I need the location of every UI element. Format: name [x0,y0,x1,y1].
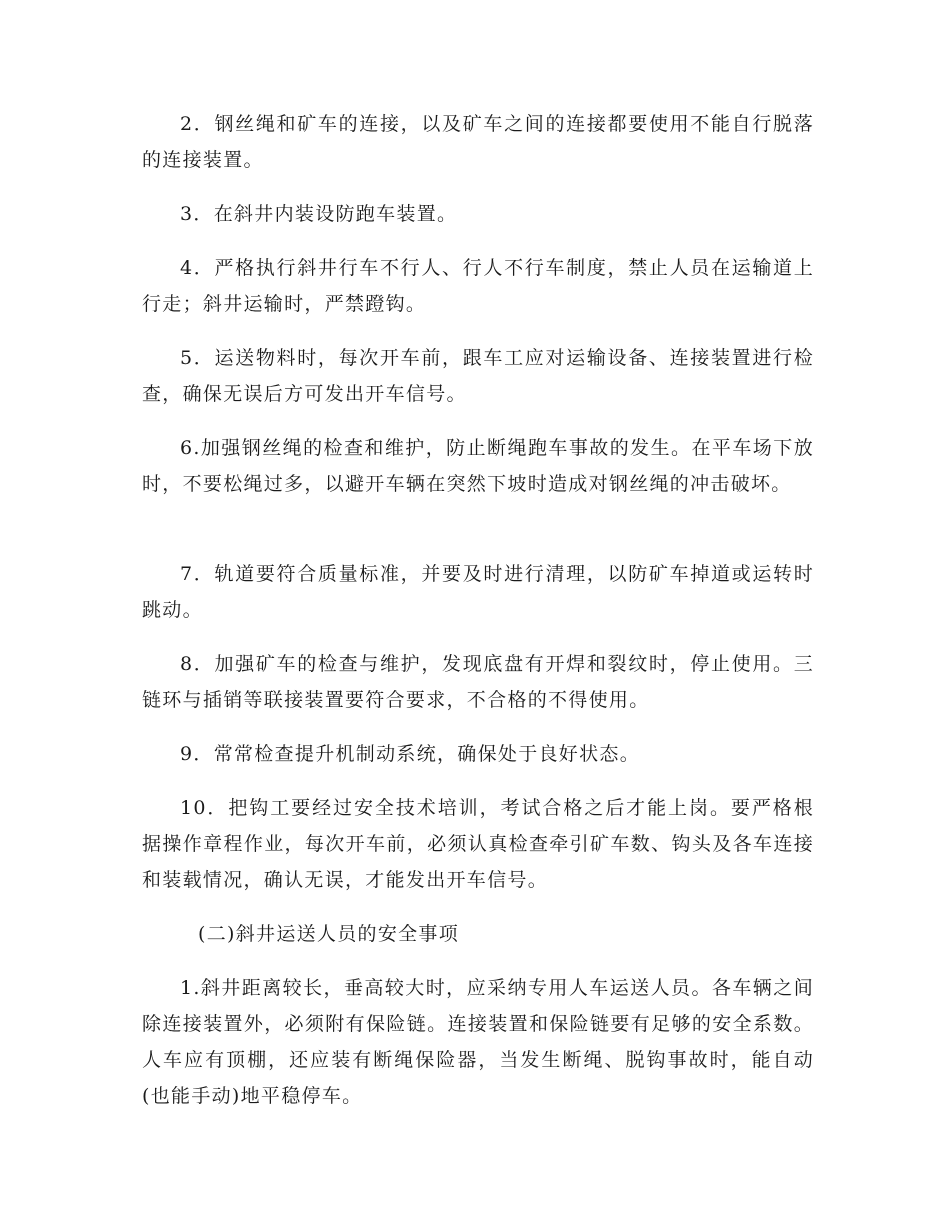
section-paragraph-1: 1.斜井距离较长，垂高较大时，应采纳专用人车运送人员。各车辆之间除连接装置外，必须附有保险链。连接装置和保险链要有足够的安全系数。人车应有顶棚，还应装有断绳保险器，当发生断绳、脱钩事故时，能自动(也能手动)地平稳停车。 [142,977,814,1107]
paragraph-item-4: 4．严格执行斜井行车不行人、行人不行车制度，禁止人员在运输道上行走；斜井运输时，严禁蹬钩。 [142,257,814,315]
paragraph-item-9: 9．常常检查提升机制动系统，确保处于良好状态。 [180,743,640,765]
paragraph-item-3: 3．在斜井内装设防跑车装置。 [180,203,458,225]
paragraph-item-6: 6.加强钢丝绳的检查和维护，防止断绳跑车事故的发生。在平车场下放时，不要松绳过多，以避开车辆在突然下坡时造成对钢丝绳的冲击破坏。 [142,437,814,495]
paragraph-item-7: 7．轨道要符合质量标准，并要及时进行清理，以防矿车掉道或运转时跳动。 [142,563,814,621]
section-heading: (二)斜井运送人员的安全事项 [198,923,460,945]
paragraph-item-8: 8．加强矿车的检查与维护，发现底盘有开焊和裂纹时，停止使用。三链环与插销等联接装置要符合要求，不合格的不得使用。 [142,653,814,711]
paragraph-item-10: 10．把钩工要经过安全技术培训，考试合格之后才能上岗。要严格根据操作章程作业，每次开车前，必须认真检查牵引矿车数、钩头及各车连接和装载情况，确认无误，才能发出开车信号。 [142,797,814,891]
paragraph-item-5: 5．运送物料时，每次开车前，跟车工应对运输设备、连接装置进行检查，确保无误后方可发出开车信号。 [142,347,814,405]
paragraph-item-2: 2．钢丝绳和矿车的连接，以及矿车之间的连接都要使用不能自行脱落的连接装置。 [142,113,814,171]
